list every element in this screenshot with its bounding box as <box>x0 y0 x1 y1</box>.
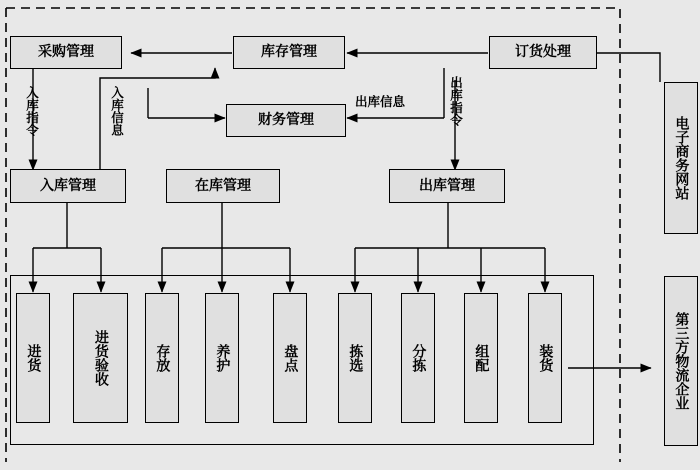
node-order-processing: 订货处理 <box>489 36 597 69</box>
node-sorting: 分拣 <box>401 293 435 423</box>
node-maintenance: 养护 <box>205 293 239 423</box>
node-inbound-mgmt: 入库管理 <box>10 169 126 203</box>
node-stocktaking: 盘点 <box>273 293 307 423</box>
node-instock-mgmt: 在库管理 <box>166 169 280 203</box>
node-third-party-logistics: 第三方物流企业 <box>664 276 698 446</box>
edge-label-inbound-info: 入库信息 <box>109 86 125 136</box>
node-picking: 拣选 <box>338 293 372 423</box>
edge-label-inbound-instruction: 入库指令 <box>24 86 40 136</box>
edge-label-outbound-info: 出库信息 <box>355 94 406 109</box>
node-finance-mgmt: 财务管理 <box>226 104 346 137</box>
node-loading: 装货 <box>528 293 562 423</box>
node-inventory-mgmt: 库存管理 <box>233 36 345 69</box>
node-assembly: 组配 <box>464 293 498 423</box>
node-purchase-mgmt: 采购管理 <box>10 36 122 69</box>
node-ecommerce-site: 电子商务网站 <box>664 82 698 234</box>
node-storage: 存放 <box>145 293 179 423</box>
edge-label-outbound-instruction: 出库指令 <box>448 76 464 126</box>
node-receiving-inspection: 进货验收 <box>73 293 128 423</box>
node-receiving: 进货 <box>16 293 50 423</box>
node-outbound-mgmt: 出库管理 <box>389 169 505 203</box>
